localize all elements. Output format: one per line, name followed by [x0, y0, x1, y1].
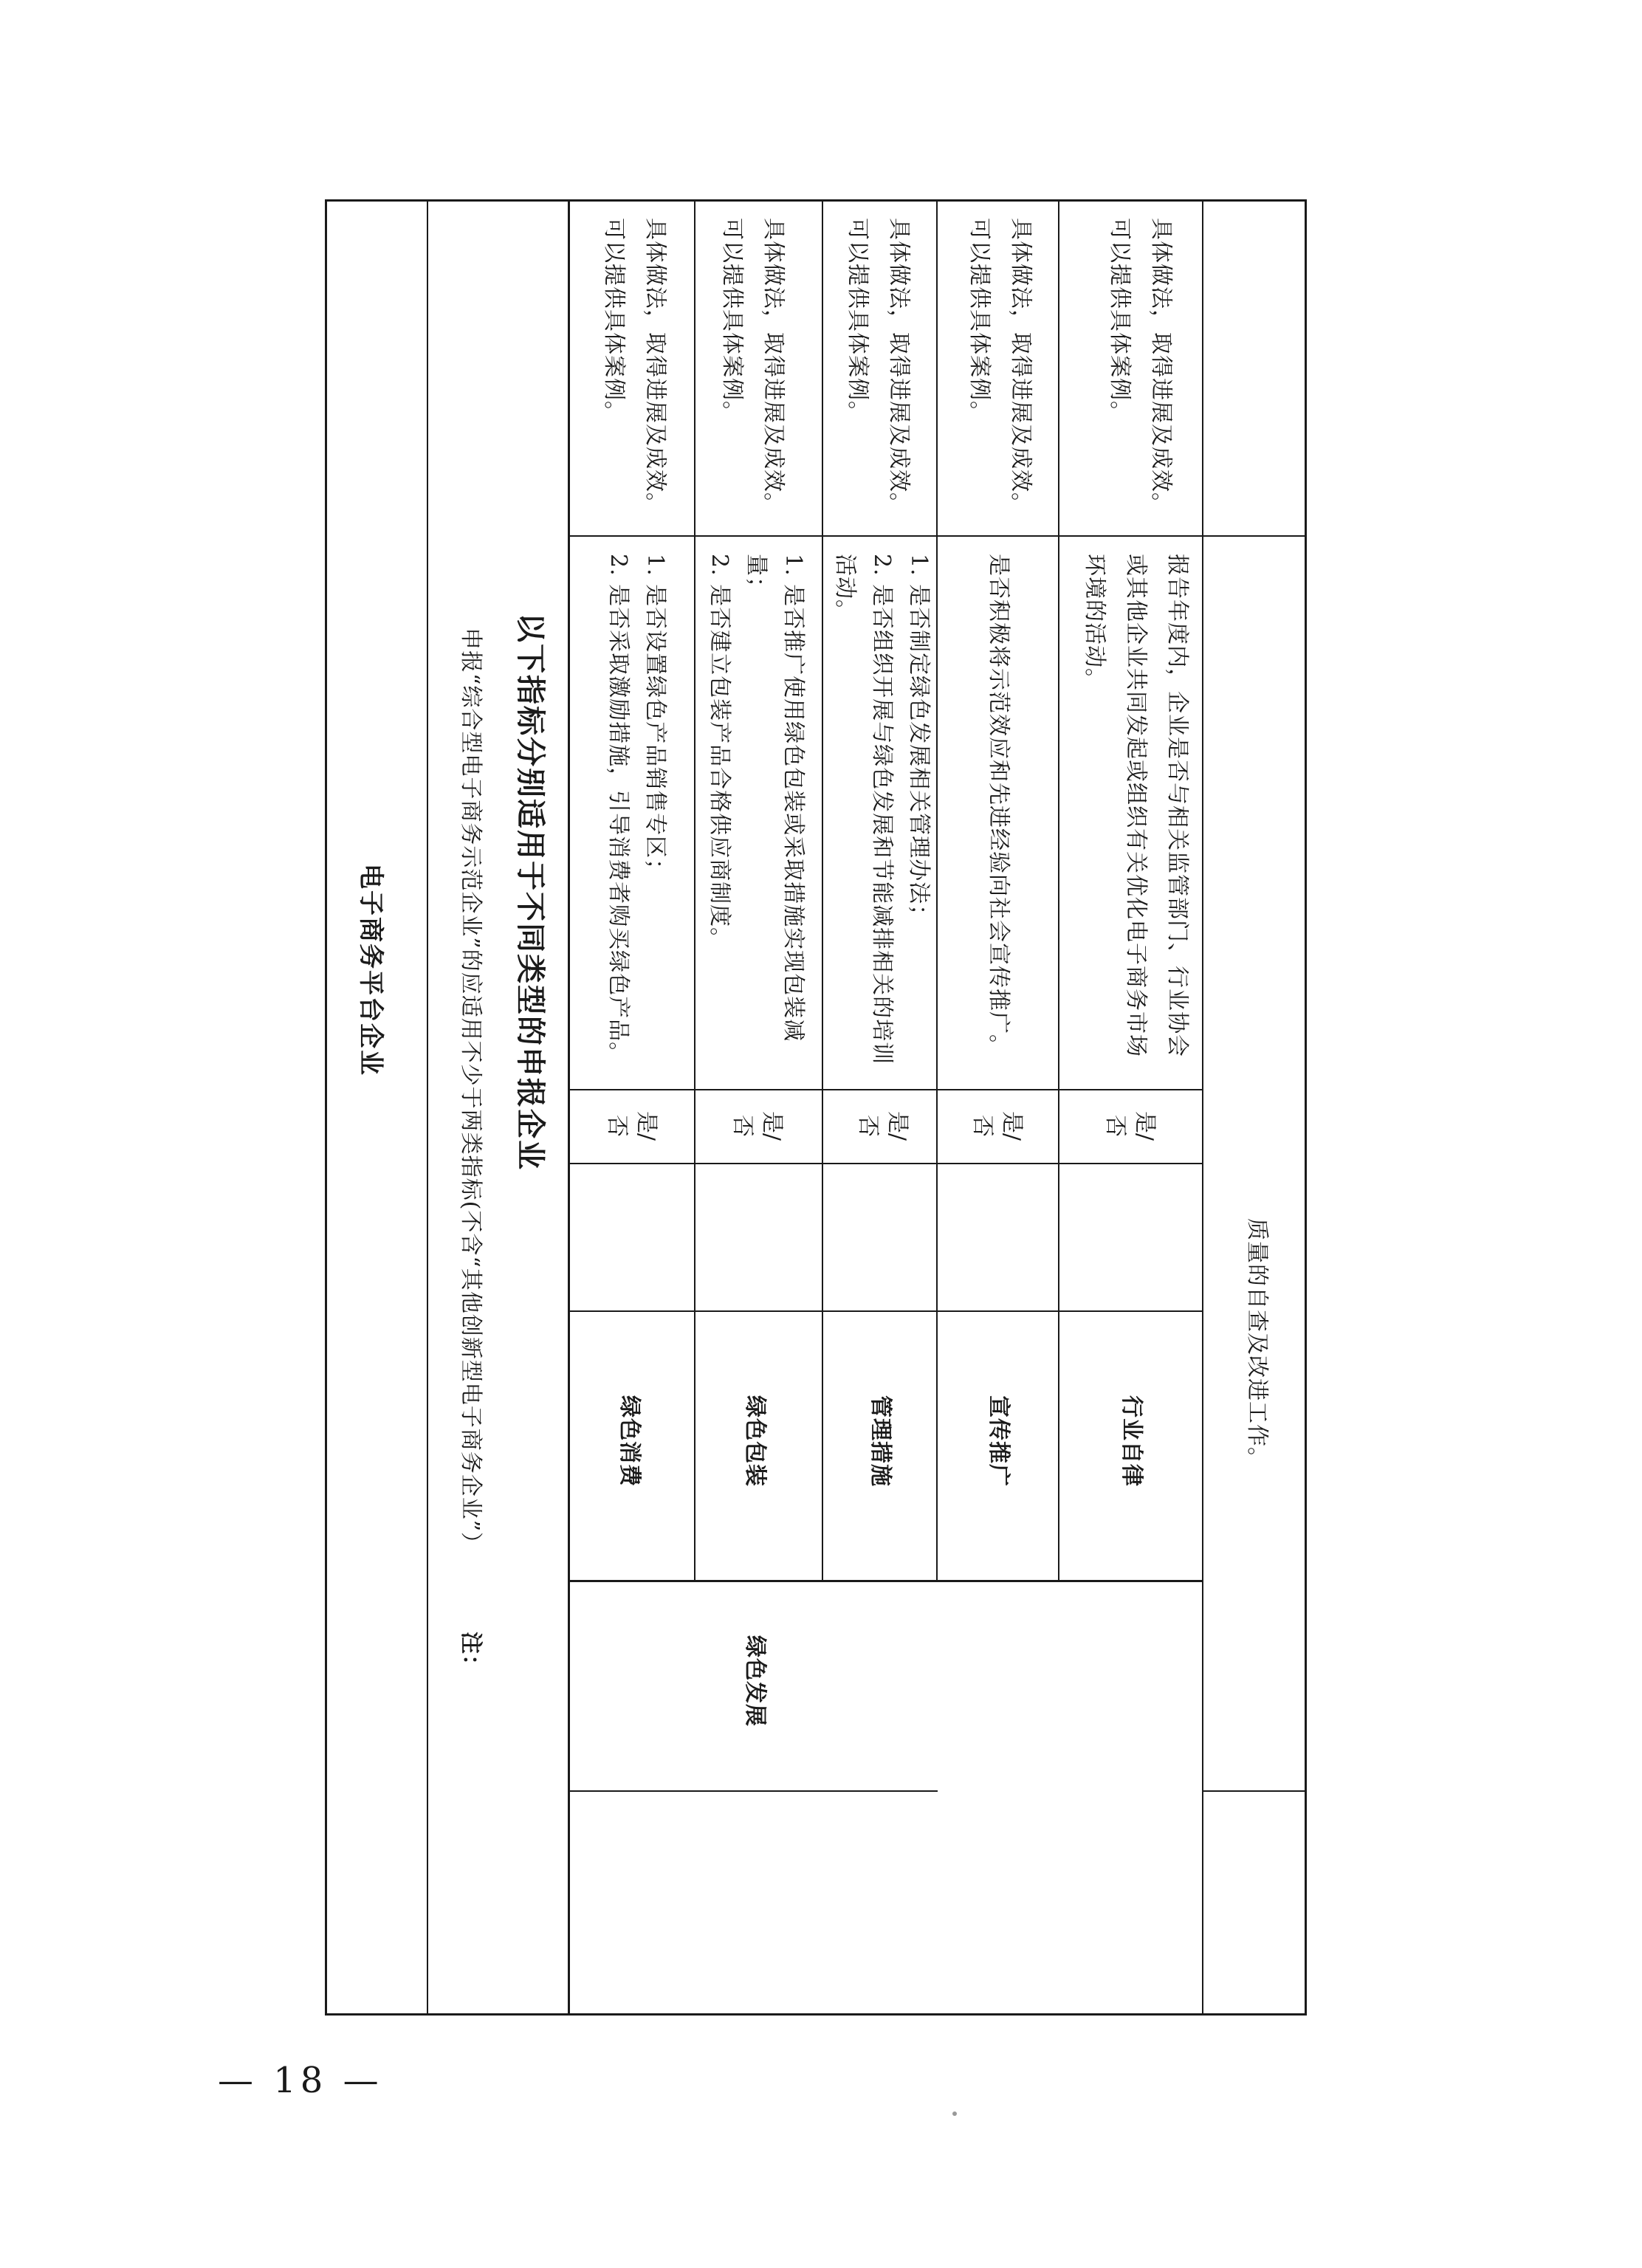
table-line — [325, 2013, 1307, 2016]
table-line — [1202, 199, 1203, 2016]
content-text: 量； — [743, 554, 769, 599]
content-text: 1. 是否推广使用绿色包装或采取措施实现包装减 — [780, 554, 806, 1042]
table-line — [568, 535, 1307, 537]
page-number-value: 18 — [273, 2060, 328, 2101]
content-text: 2. 是否采取激励措施，引导消费者购买绿色产品。 — [605, 554, 631, 1065]
indicator-label: 管理措施 — [868, 1395, 893, 1487]
requirement-text: 具体做法，取得进展及成效。 — [1148, 218, 1174, 515]
content-text: 1. 是否设置绿色产品销售专区； — [642, 554, 668, 882]
table-line — [568, 1310, 1203, 1312]
requirement-text: 具体做法，取得进展及成效。 — [642, 218, 668, 515]
table-line — [427, 199, 428, 2016]
content-text: 质量的自查及改进工作。 — [1244, 1218, 1270, 1470]
page-number: — 18 — — [218, 2060, 383, 2101]
yesno-option: 是/ 否 — [969, 1110, 1025, 1141]
requirement-text: 可以提供具体案例。 — [719, 218, 745, 424]
requirement-text: 具体做法，取得进展及成效。 — [886, 218, 912, 515]
table-line — [822, 199, 823, 1580]
scan-speck — [952, 2111, 957, 2116]
section-heading: 以下指标分别适用于不同类型的申报企业 — [513, 613, 548, 1171]
content-text: 环境的活动。 — [1082, 554, 1107, 691]
note-text: 申报“综合型电子商务示范企业”的应适用不少于两类指标(不含“其他创新型电子商务企业”） — [458, 628, 484, 1556]
category-label: 绿色发展 — [742, 1635, 768, 1727]
rotated-table-page — [325, 199, 1307, 2016]
indicator-label: 宣传推广 — [986, 1395, 1011, 1487]
yesno-option: 是/ 否 — [855, 1110, 910, 1141]
table-line — [325, 199, 1307, 202]
requirement-text: 可以提供具体案例。 — [1107, 218, 1133, 424]
table-line — [694, 199, 695, 1580]
yesno-option: 是/ 否 — [729, 1110, 785, 1141]
content-text: 2. 是否组织开展与绿色发展和节能减排相关的培训 — [869, 554, 895, 1065]
table-line — [1203, 1790, 1307, 1792]
table-line — [1305, 199, 1307, 2016]
table-line — [1058, 199, 1059, 1580]
yesno-option: 是/ 否 — [1102, 1110, 1158, 1141]
content-text: 是否积极将示范效应和先进经验向社会宣传推广。 — [986, 554, 1011, 1057]
table-line — [325, 199, 327, 2016]
content-text: 报告年度内，企业是否与相关监管部门、行业协会 — [1164, 554, 1190, 1057]
indicator-label: 绿色包装 — [742, 1395, 768, 1487]
subsection-heading: 电子商务平台企业 — [356, 864, 385, 1076]
indicator-table — [325, 199, 1307, 2016]
requirement-text: 具体做法，取得进展及成效。 — [760, 218, 786, 515]
requirement-text: 可以提供具体案例。 — [845, 218, 870, 424]
note-label: 注： — [458, 1632, 484, 1677]
content-text: 2. 是否建立包装产品合格供应商制度。 — [707, 554, 732, 951]
table-line — [568, 1580, 1203, 1582]
content-text: 1. 是否制定绿色发展相关管理办法； — [906, 554, 932, 928]
indicator-label: 行业自律 — [1119, 1395, 1144, 1487]
content-text: 活动。 — [832, 554, 858, 622]
yesno-option: 是/ 否 — [604, 1110, 659, 1141]
table-line — [568, 1163, 1203, 1164]
indicator-label: 绿色消费 — [616, 1395, 642, 1487]
requirement-text: 具体做法，取得进展及成效。 — [1008, 218, 1034, 515]
table-line — [568, 1790, 938, 1792]
requirement-text: 可以提供具体案例。 — [966, 218, 992, 424]
content-text: 或其他企业共同发起或组织有关优化电子商务市场 — [1123, 554, 1149, 1057]
table-line — [568, 1089, 1203, 1090]
requirement-text: 可以提供具体案例。 — [601, 218, 627, 424]
table-line — [568, 199, 570, 2016]
